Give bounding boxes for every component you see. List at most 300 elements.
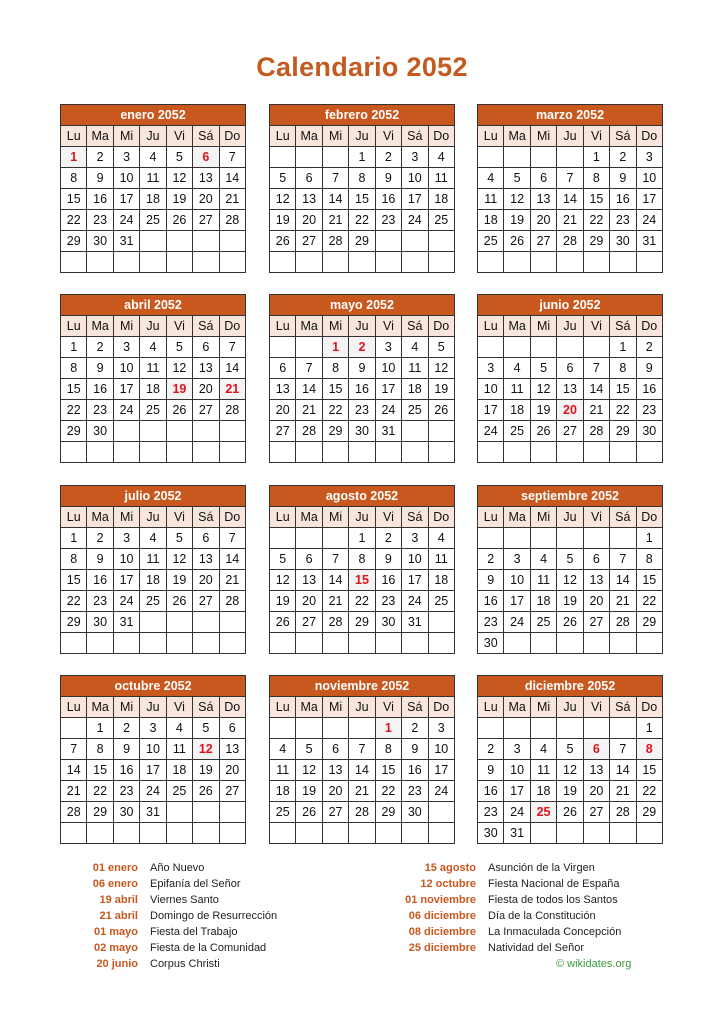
weekday-label: Mi [530,697,556,718]
day-cell: 24 [504,802,530,823]
day-cell [610,252,636,273]
day-cell: 20 [583,781,609,802]
day-cell: 2 [375,528,401,549]
weekday-label: Sá [402,697,428,718]
weekday-label: Mi [530,316,556,337]
day-cell: 26 [270,231,296,252]
day-cell: 25 [478,231,504,252]
day-cell: 5 [270,549,296,570]
weekday-label: Mi [113,126,139,147]
day-cell [583,442,609,463]
day-cell: 23 [349,400,375,421]
day-cell: 9 [87,168,113,189]
weekday-label: Mi [530,507,556,528]
holiday-date: 20 junio [96,958,138,970]
day-cell: 20 [530,210,556,231]
day-cell: 17 [402,570,428,591]
month-block [477,675,663,844]
day-cell: 13 [530,189,556,210]
day-cell: 22 [636,591,662,612]
month-title: noviembre 2052 [270,676,455,697]
day-cell: 14 [610,570,636,591]
day-cell: 13 [322,760,348,781]
day-cell: 25 [140,591,166,612]
day-cell [140,633,166,654]
day-cell: 15 [349,189,375,210]
day-cell: 1 [583,147,609,168]
day-cell [583,252,609,273]
weekday-label: Ma [87,316,113,337]
holiday-name: Epifanía del Señor [150,878,241,890]
day-cell [166,823,192,844]
day-cell: 7 [610,739,636,760]
day-cell: 10 [428,739,454,760]
weekday-label: Vi [375,697,401,718]
day-cell: 24 [478,421,504,442]
day-cell: 8 [610,358,636,379]
day-cell: 5 [296,739,322,760]
day-cell: 2 [610,147,636,168]
day-cell: 7 [219,147,245,168]
day-cell [428,612,454,633]
day-cell [428,442,454,463]
day-cell: 11 [140,549,166,570]
day-cell [140,612,166,633]
weekday-label: Do [636,697,662,718]
day-cell: 29 [636,802,662,823]
day-cell: 15 [349,570,375,591]
day-cell: 17 [113,379,139,400]
day-cell [322,252,348,273]
day-cell: 23 [610,210,636,231]
day-cell: 22 [322,400,348,421]
day-cell: 21 [349,781,375,802]
day-cell: 31 [636,231,662,252]
day-cell: 28 [349,802,375,823]
day-cell: 1 [636,528,662,549]
day-cell [636,823,662,844]
day-cell [61,823,87,844]
day-cell: 16 [113,760,139,781]
month-title: julio 2052 [61,486,246,507]
day-cell: 29 [61,231,87,252]
weekday-label: Do [219,316,245,337]
day-cell: 5 [166,337,192,358]
day-cell: 13 [557,379,583,400]
holiday-item [400,860,621,876]
weekday-label: Ju [140,697,166,718]
day-cell [270,528,296,549]
weekday-label: Vi [375,316,401,337]
day-cell: 8 [61,358,87,379]
weekday-label: Mi [113,316,139,337]
day-cell: 27 [322,802,348,823]
day-cell [296,252,322,273]
day-cell [61,718,87,739]
day-cell: 31 [140,802,166,823]
day-cell: 14 [296,379,322,400]
day-cell [270,442,296,463]
day-cell: 19 [193,760,219,781]
holiday-name: Corpus Christi [150,958,220,970]
month-block [477,104,663,273]
day-cell: 7 [219,528,245,549]
day-cell: 31 [375,421,401,442]
weekday-label: Vi [583,126,609,147]
day-cell: 29 [349,231,375,252]
month-title: junio 2052 [478,295,663,316]
day-cell: 17 [140,760,166,781]
holiday-name: Fiesta de la Comunidad [150,942,267,954]
day-cell: 20 [193,189,219,210]
day-cell [193,421,219,442]
day-cell: 27 [557,421,583,442]
day-cell: 15 [61,379,87,400]
day-cell: 27 [193,591,219,612]
day-cell: 18 [428,570,454,591]
day-cell [349,252,375,273]
day-cell [402,442,428,463]
day-cell [530,718,556,739]
day-cell [193,252,219,273]
weekday-label: Vi [583,316,609,337]
day-cell: 2 [636,337,662,358]
weekday-label: Vi [166,316,192,337]
day-cell: 19 [166,570,192,591]
holiday-item [400,924,621,940]
month-title: abril 2052 [61,295,246,316]
day-cell: 4 [402,337,428,358]
day-cell [296,442,322,463]
day-cell [322,823,348,844]
day-cell: 15 [375,760,401,781]
day-cell [530,528,556,549]
holiday-item [62,956,277,972]
day-cell: 29 [61,421,87,442]
day-cell [166,231,192,252]
day-cell: 4 [140,337,166,358]
holiday-item [62,860,277,876]
day-cell: 21 [557,210,583,231]
day-cell: 19 [270,210,296,231]
weekday-label: Lu [270,126,296,147]
day-cell: 5 [166,147,192,168]
day-cell: 19 [166,379,192,400]
day-cell: 18 [504,400,530,421]
day-cell: 7 [322,549,348,570]
day-cell: 25 [504,421,530,442]
day-cell: 11 [428,549,454,570]
day-cell: 30 [402,802,428,823]
day-cell: 20 [557,400,583,421]
day-cell: 29 [349,612,375,633]
day-cell: 14 [219,549,245,570]
day-cell: 4 [140,147,166,168]
day-cell: 28 [219,591,245,612]
day-cell: 15 [583,189,609,210]
day-cell [504,147,530,168]
day-cell: 12 [270,570,296,591]
month-block [269,104,455,273]
holiday-date: 12 octubre [420,878,476,890]
day-cell [166,421,192,442]
day-cell: 14 [322,570,348,591]
day-cell: 28 [610,612,636,633]
day-cell [219,633,245,654]
day-cell: 20 [296,591,322,612]
day-cell: 9 [478,570,504,591]
day-cell: 13 [193,549,219,570]
day-cell [349,718,375,739]
day-cell: 8 [87,739,113,760]
weekday-label: Do [219,126,245,147]
day-cell: 11 [166,739,192,760]
day-cell [557,252,583,273]
weekday-label: Mi [322,316,348,337]
day-cell: 17 [504,591,530,612]
weekday-label: Lu [270,316,296,337]
weekday-label: Mi [322,126,348,147]
day-cell: 25 [428,210,454,231]
day-cell: 21 [219,379,245,400]
weekday-label: Ma [87,697,113,718]
weekday-label: Do [636,126,662,147]
day-cell: 14 [610,760,636,781]
day-cell [113,442,139,463]
day-cell: 26 [530,421,556,442]
day-cell [87,633,113,654]
day-cell: 23 [636,400,662,421]
day-cell [636,633,662,654]
day-cell: 25 [140,400,166,421]
day-cell [166,252,192,273]
day-cell: 28 [219,400,245,421]
day-cell: 23 [375,591,401,612]
day-cell: 3 [636,147,662,168]
holiday-item [62,908,277,924]
day-cell: 5 [193,718,219,739]
holiday-date: 25 diciembre [408,942,476,954]
day-cell: 28 [61,802,87,823]
day-cell [557,337,583,358]
day-cell: 3 [140,718,166,739]
day-cell [478,442,504,463]
day-cell [610,633,636,654]
day-cell: 28 [557,231,583,252]
day-cell: 4 [270,739,296,760]
day-cell: 3 [113,337,139,358]
day-cell: 22 [61,400,87,421]
day-cell: 22 [583,210,609,231]
day-cell [610,823,636,844]
weekday-label: Vi [375,126,401,147]
day-cell: 20 [270,400,296,421]
day-cell: 13 [193,358,219,379]
day-cell: 1 [61,528,87,549]
day-cell: 19 [296,781,322,802]
day-cell: 3 [402,528,428,549]
day-cell: 17 [504,781,530,802]
holiday-name: Natividad del Señor [488,942,585,954]
day-cell [402,633,428,654]
day-cell [428,421,454,442]
day-cell: 24 [636,210,662,231]
day-cell: 11 [530,570,556,591]
day-cell: 23 [375,210,401,231]
day-cell: 28 [219,210,245,231]
day-cell: 25 [428,591,454,612]
day-cell: 5 [530,358,556,379]
day-cell [530,147,556,168]
day-cell: 10 [375,358,401,379]
day-cell: 25 [530,802,556,823]
weekday-label: Do [219,507,245,528]
holiday-item [400,908,621,924]
day-cell: 21 [610,591,636,612]
day-cell: 21 [219,189,245,210]
day-cell: 22 [375,781,401,802]
day-cell [504,528,530,549]
day-cell: 8 [349,168,375,189]
day-cell: 13 [270,379,296,400]
month-title: diciembre 2052 [478,676,663,697]
day-cell: 27 [530,231,556,252]
day-cell [428,823,454,844]
day-cell: 17 [428,760,454,781]
day-cell: 7 [610,549,636,570]
day-cell [296,528,322,549]
day-cell [219,231,245,252]
day-cell [375,823,401,844]
day-cell [428,633,454,654]
day-cell: 7 [219,337,245,358]
weekday-label: Sá [193,126,219,147]
day-cell: 18 [140,379,166,400]
day-cell [61,252,87,273]
month-block [269,294,455,463]
holiday-item [62,924,277,940]
day-cell: 21 [322,210,348,231]
day-cell: 11 [270,760,296,781]
day-cell: 25 [166,781,192,802]
day-cell [349,823,375,844]
month-block [477,485,663,654]
weekday-label: Sá [402,507,428,528]
day-cell [557,823,583,844]
day-cell: 20 [219,760,245,781]
weekday-label: Vi [166,697,192,718]
day-cell: 18 [530,781,556,802]
day-cell: 29 [610,421,636,442]
day-cell: 13 [296,189,322,210]
weekday-label: Mi [113,507,139,528]
day-cell: 9 [113,739,139,760]
day-cell [166,442,192,463]
weekday-label: Sá [193,507,219,528]
weekday-label: Sá [402,316,428,337]
day-cell: 14 [219,168,245,189]
month-block [477,294,663,463]
day-cell: 19 [504,210,530,231]
day-cell: 23 [478,802,504,823]
day-cell: 15 [87,760,113,781]
day-cell: 4 [428,528,454,549]
day-cell: 9 [375,549,401,570]
day-cell: 27 [270,421,296,442]
holiday-name: La Inmaculada Concepción [488,926,622,938]
day-cell [296,823,322,844]
day-cell: 24 [428,781,454,802]
day-cell [402,252,428,273]
day-cell: 8 [636,549,662,570]
day-cell: 20 [583,591,609,612]
day-cell [349,633,375,654]
day-cell: 30 [87,421,113,442]
day-cell: 4 [478,168,504,189]
day-cell: 12 [504,189,530,210]
holiday-name: Fiesta de todos los Santos [488,894,618,906]
holiday-date: 01 mayo [93,926,138,938]
day-cell [219,442,245,463]
day-cell: 16 [375,189,401,210]
day-cell: 30 [87,612,113,633]
day-cell: 7 [557,168,583,189]
day-cell [296,718,322,739]
holiday-name: Fiesta Nacional de España [488,878,620,890]
day-cell: 5 [166,528,192,549]
weekday-label: Do [428,697,454,718]
day-cell: 13 [193,168,219,189]
month-block [60,294,246,463]
day-cell: 23 [478,612,504,633]
day-cell [140,421,166,442]
day-cell: 9 [87,358,113,379]
weekday-label: Ju [140,316,166,337]
day-cell [219,823,245,844]
day-cell: 1 [375,718,401,739]
day-cell: 22 [610,400,636,421]
day-cell: 1 [349,528,375,549]
day-cell: 4 [166,718,192,739]
day-cell: 31 [402,612,428,633]
holiday-date: 15 agosto [424,862,476,874]
day-cell [296,633,322,654]
day-cell: 7 [322,168,348,189]
day-cell: 27 [219,781,245,802]
weekday-label: Sá [610,697,636,718]
month-block [60,675,246,844]
day-cell: 6 [583,739,609,760]
day-cell: 3 [504,549,530,570]
day-cell: 24 [504,612,530,633]
weekday-label: Mi [113,697,139,718]
holiday-item [400,892,621,908]
day-cell: 6 [296,168,322,189]
month-block [269,485,455,654]
day-cell [113,823,139,844]
day-cell [530,252,556,273]
day-cell: 12 [270,189,296,210]
day-cell: 8 [375,739,401,760]
day-cell: 18 [530,591,556,612]
month-title: marzo 2052 [478,105,663,126]
day-cell: 2 [478,549,504,570]
day-cell [193,823,219,844]
day-cell: 10 [113,168,139,189]
day-cell: 17 [402,189,428,210]
day-cell: 27 [193,210,219,231]
day-cell [402,823,428,844]
